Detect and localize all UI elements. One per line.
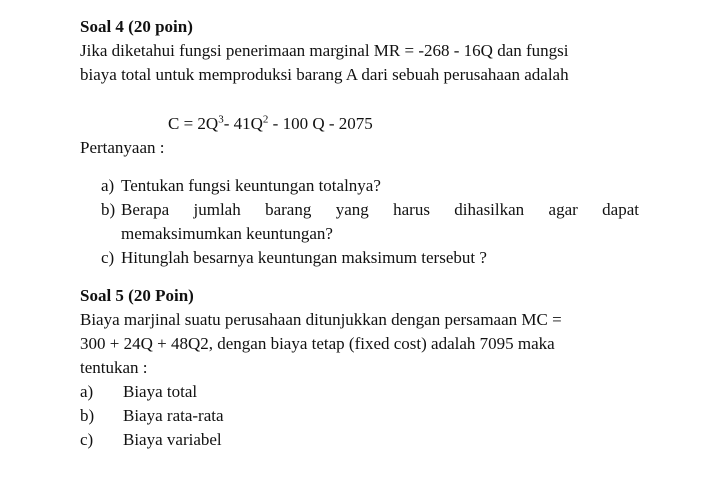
item-a-marker: a) — [80, 382, 94, 401]
question-b-line2: memaksimumkan keuntungan? — [121, 224, 333, 243]
question-b-word: agar — [548, 200, 578, 219]
soal4-intro-line1: Jika diketahui fungsi penerimaan marginal MR = -268 - 16Q dan fungsi — [80, 41, 569, 60]
question-b-line1 — [121, 200, 639, 220]
question-c-text: Hitunglah besarnya keuntungan maksimum tersebut ? — [121, 248, 487, 267]
question-b-word: barang — [265, 200, 312, 219]
question-a-text: Tentukan fungsi keuntungan totalnya? — [121, 176, 381, 195]
formula-rhs: - 100 Q - 2075 — [268, 114, 373, 133]
item-b-text: Biaya rata-rata — [123, 406, 224, 425]
formula-exp2: 2 — [262, 113, 269, 126]
formula-exp1: 3 — [218, 113, 224, 126]
question-b-word: jumlah — [193, 200, 241, 219]
item-b-marker: b) — [80, 406, 95, 425]
soal4-intro-line2: biaya total untuk memproduksi barang A dari sebuah perusahaan adalah — [80, 65, 569, 84]
question-b-word: dapat — [602, 200, 639, 219]
question-b-word: harus — [393, 200, 430, 219]
question-b-marker: b) — [101, 200, 116, 219]
question-b-word: dihasilkan — [454, 200, 525, 219]
soal5-intro-line1: Biaya marjinal suatu perusahaan ditunjukkan dengan persamaan MC = — [80, 310, 562, 329]
question-c-marker: c) — [101, 248, 115, 267]
soal5-intro-line2: 300 + 24Q + 48Q2, dengan biaya tetap (fixed cost) adalah 7095 maka — [80, 334, 555, 353]
cost-formula — [168, 114, 373, 134]
question-b-word: yang — [335, 200, 369, 219]
formula-mid: - 41Q — [223, 114, 263, 133]
soal5-title: Soal 5 (20 Poin) — [80, 286, 194, 305]
item-c-marker: c) — [80, 430, 94, 449]
questions-label: Pertanyaan : — [80, 138, 165, 157]
soal4-title: Soal 4 (20 poin) — [80, 17, 193, 36]
item-a-text: Biaya total — [123, 382, 198, 401]
formula-lhs: C = 2Q — [168, 114, 219, 133]
question-a-marker: a) — [101, 176, 115, 195]
soal5-intro-line3: tentukan : — [80, 358, 148, 377]
question-b-word: Berapa — [121, 200, 170, 219]
item-c-text: Biaya variabel — [123, 430, 222, 449]
